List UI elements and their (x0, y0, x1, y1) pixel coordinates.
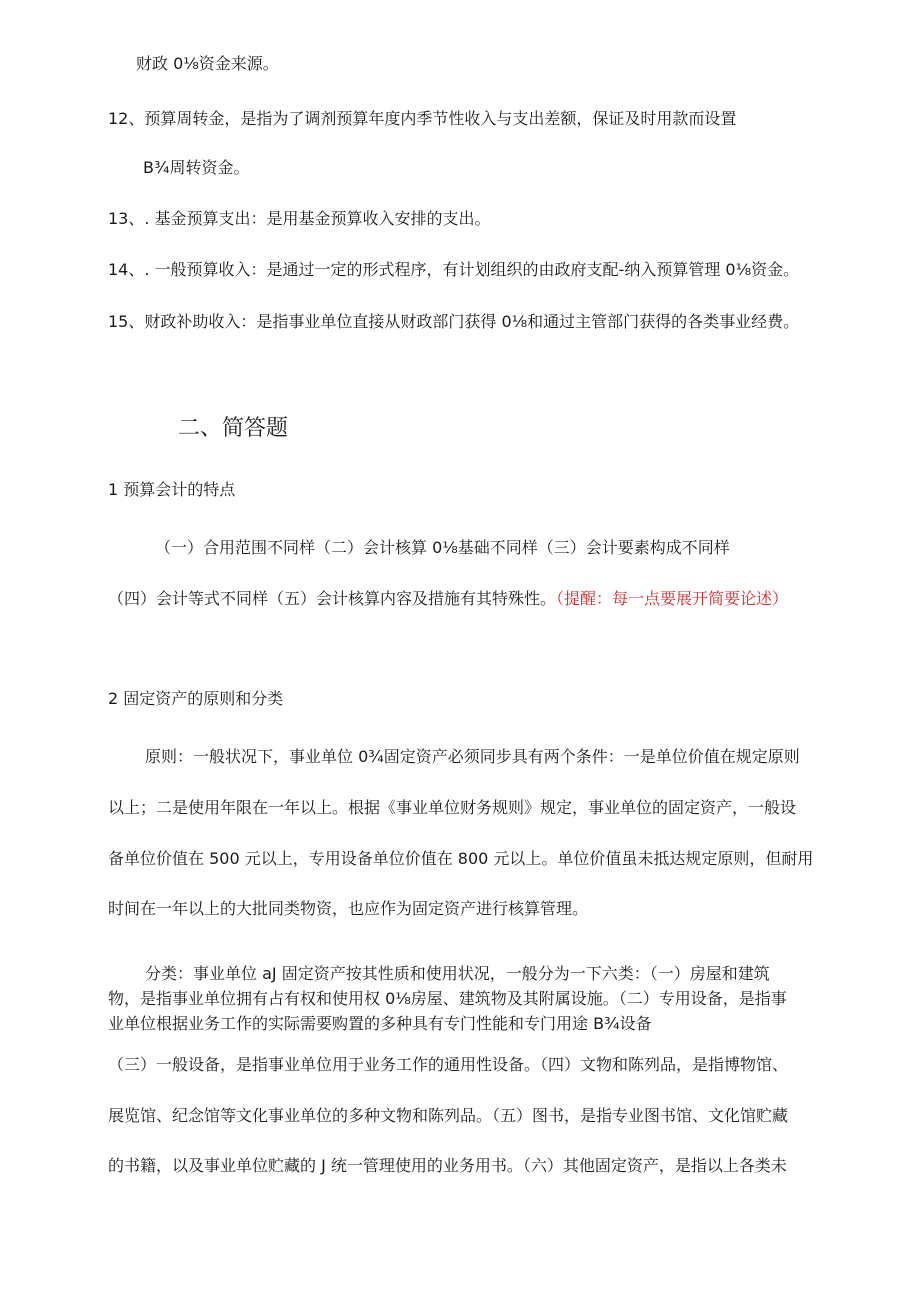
item-15 (108, 311, 799, 333)
question-1-line-2 (108, 588, 788, 610)
item-text: . 基金预算支出：是用基金预算收入安排的支出。 (144, 209, 491, 228)
answer-text: （四）会计等式不同样（五）会计核算内容及措施有其特殊性。 (108, 589, 557, 608)
principle-line: 原则：一般状况下，事业单位 0¾固定资产必须同步具有两个条件：一是单位价值在规定原则 (145, 747, 800, 766)
question-1-title: 1 预算会计的特点 (108, 480, 236, 499)
item-12 (108, 108, 736, 130)
item-number: 15、 (108, 312, 145, 331)
classification-line: （三）一般设备，是指事业单位用于业务工作的通用性设备。（四）文物和陈列品，是指博物馆、 (108, 1055, 789, 1074)
classification-line: 业单位根据业务工作的实际需要购置的多种具有专门性能和专门用途 B¾设备 (108, 1014, 652, 1033)
item-text: 预算周转金，是指为了调剂预算年度内季节性收入与支出差额，保证及时用款而设置 (144, 109, 737, 128)
item-number: 13、 (108, 209, 145, 228)
principle-line: 以上；二是使用年限在一年以上。根据《事业单位财务规则》规定，事业单位的固定资产，一般设 (108, 798, 797, 817)
item-12-continuation: B¾周转资金。 (143, 158, 250, 177)
reminder-note: （提醒：每一点要展开简要论述） (556, 589, 789, 608)
principle-line: 时间在一年以上的大批同类物资，也应作为固定资产进行核算管理。 (108, 899, 589, 918)
classification-line: 分类：事业单位 aJ 固定资产按其性质和使用状况，一般分为一下六类：（一）房屋和建筑 (145, 964, 770, 983)
item-14 (108, 259, 799, 281)
section-title: 二、简答题 (178, 416, 289, 441)
item-13 (108, 208, 491, 230)
item-text: 财政补助收入：是指事业单位直接从财政部门获得 0⅛和通过主管部门获得的各类事业经费。 (144, 312, 800, 331)
item-number: 12、 (108, 109, 145, 128)
paragraph-funding-source: 财政 0⅛资金来源。 (136, 54, 279, 73)
item-text: . 一般预算收入：是通过一定的形式程序，有计划组织的由政府支配-纳入预算管理 0⅛资金。 (144, 260, 800, 279)
classification-line: 的书籍，以及事业单位贮藏的 J 统一管理使用的业务用书。（六）其他固定资产，是指以上各类未 (108, 1156, 787, 1175)
classification-line: 物，是指事业单位拥有占有权和使用权 0⅛房屋、建筑物及其附属设施。（二）专用设备，是指事 (108, 989, 787, 1008)
item-number: 14、 (108, 260, 145, 279)
question-2-title: 2 固定资产的原则和分类 (108, 689, 284, 708)
question-1-line-1: （一）合用范围不同样（二）会计核算 0⅛基础不同样（三）会计要素构成不同样 (155, 538, 730, 557)
principle-line: 备单位价值在 500 元以上，专用设备单位价值在 800 元以上。单位价值虽未抵达规定原则，但耐用 (108, 849, 814, 868)
classification-line: 展览馆、纪念馆等文化事业单位的多种文物和陈列品。（五）图书，是指专业图书馆、文化馆贮藏 (108, 1106, 789, 1125)
